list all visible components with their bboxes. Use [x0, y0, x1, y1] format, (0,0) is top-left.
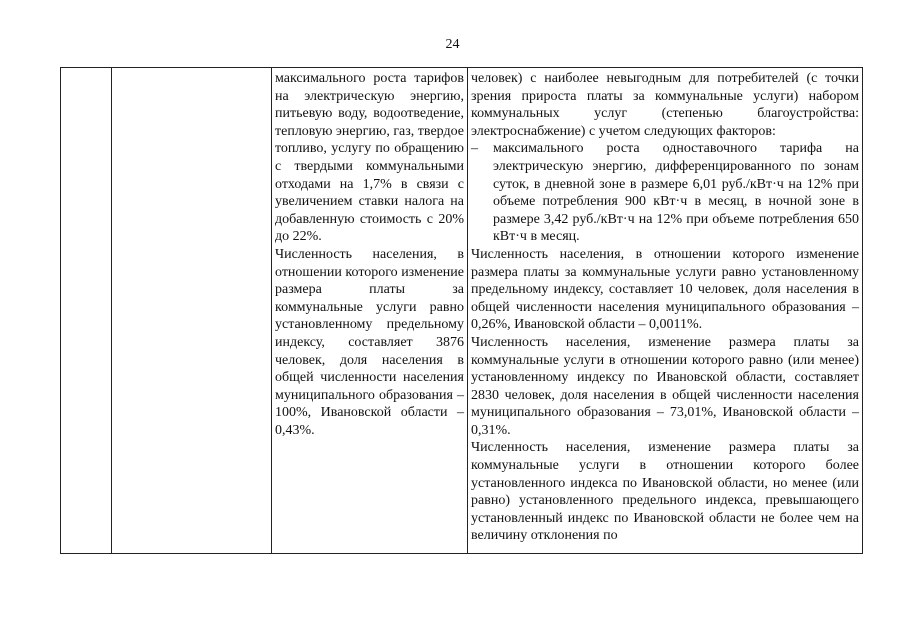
dash-marker: – — [471, 141, 478, 157]
table-cell-col3 — [272, 68, 468, 554]
col4-paragraph: Численность населения, изменение размера платы за коммунальные услуги в отношении которого равно (или менее) установленному индексу по Ивановской области, составляет 2830 человек, доля населения в общей численности населения муниципального образования – 73,01%, Ивановской области – 0,31%. — [471, 334, 859, 438]
col4-intro-paragraph: человек) с наиболее невыгодным для потребителей (с точки зрения прироста платы за коммунальные услуги) набором коммунальных услуг (степенью благоустройства: электроснабжение) с учетом следующих факторов: — [471, 71, 859, 139]
col3-paragraph: максимального роста тарифов на электрическую энергию, питьевую воду, водоотведение, тепловую энергию, газ, твердое топливо, услугу по обращению с твердыми коммунальными отходами на 1,7% в связи с увеличением ставки налога на добавленную стоимость с 20% до 22%. — [275, 71, 464, 245]
table-cell-col1 — [61, 68, 112, 554]
table-cell-col4 — [468, 68, 863, 554]
table-row — [61, 68, 863, 554]
col4-paragraph: Численность населения, в отношении которого изменение размера платы за коммунальные услуги равно установленному предельному индексу, составляет 10 человек, доля населения в общей численности населения муниципального образования – 0,26%, Ивановской области – 0,0011%. — [471, 246, 859, 333]
col4-paragraph: Численность населения, изменение размера платы за коммунальные услуги в отношении которого более установленного индекса по Ивановской области, но менее (или равно) установленного предельного индекса, превышающего установленный индекс по Ивановской области не более чем на величину отклонения по — [471, 440, 859, 544]
dash-item-text: максимального роста одноставочного тарифа на электрическую энергию, дифференцированного по зонам суток, в дневной зоне в размере 6,01 руб./кВт·ч на 12% при объеме потребления 900 кВт·ч в месяц, в ночной зоне в размере 3,42 руб./кВт·ч на 12% при объеме потребления 650 кВт·ч в месяц. — [493, 141, 859, 245]
document-table — [60, 67, 863, 554]
col3-paragraph: Численность населения, в отношении которого изменение размера платы за коммунальные услуги равно установленному предельному индексу, составляет 3876 человек, доля населения в общей численности населения муниципального образования – 100%, Ивановской области – 0,43%. — [275, 246, 464, 438]
dash-list-item — [471, 140, 859, 246]
table-cell-col2 — [112, 68, 272, 554]
page-number: 24 — [445, 37, 460, 52]
